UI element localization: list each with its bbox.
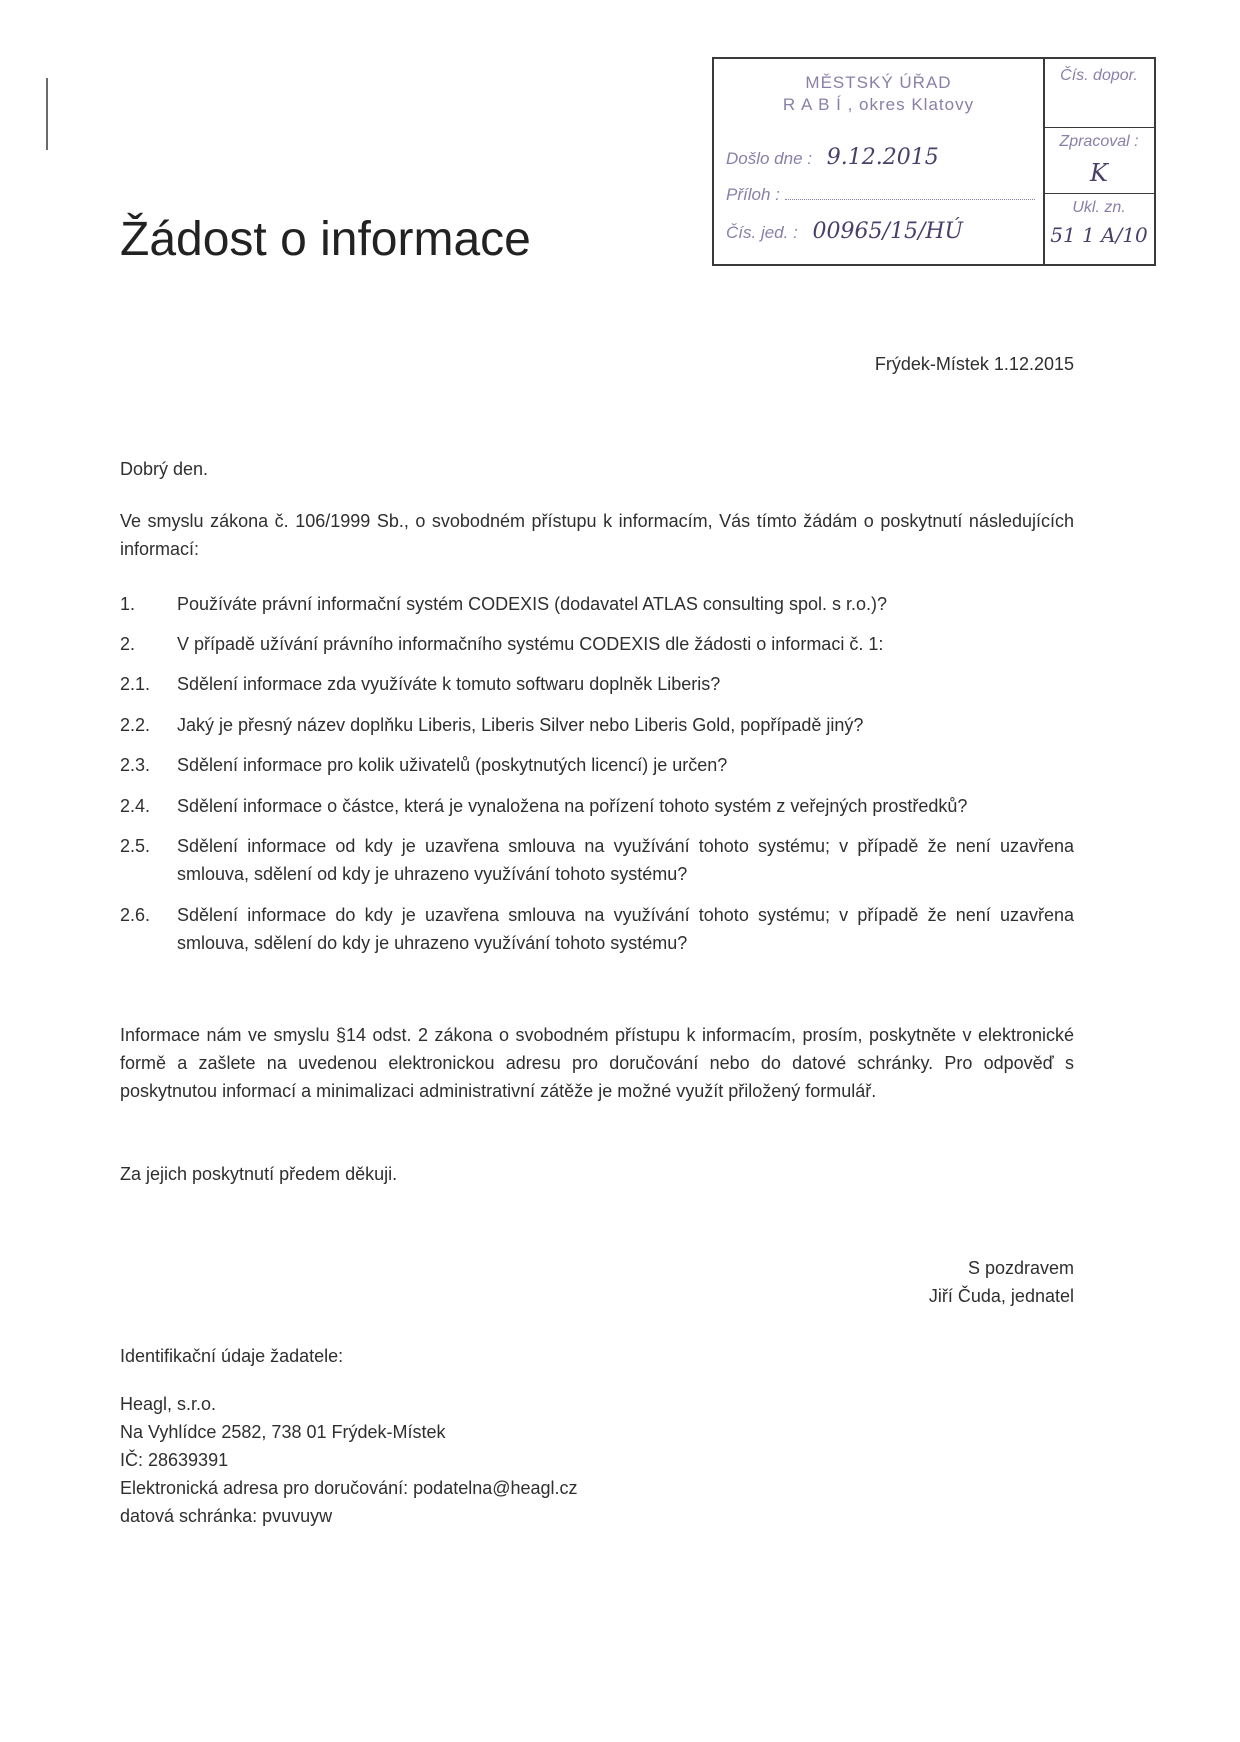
item-number: 1. <box>120 594 136 614</box>
item-number: 2.4. <box>120 796 151 816</box>
document-title: Žádost o informace <box>120 213 531 266</box>
stamp-divider <box>1044 193 1154 194</box>
stamp-main-section <box>714 59 1045 264</box>
thanks-line: Za jejich poskytnutí předem děkuji. <box>120 1164 398 1184</box>
applicant-heading: Identifikační údaje žadatele: <box>120 1346 344 1366</box>
intro-paragraph: Ve smyslu zákona č. 106/1999 Sb., o svobodném přístupu k informacím, Vás tímto žádám o poskytnutí následujících informací: <box>120 511 1074 559</box>
greeting: Dobrý den. <box>120 459 209 479</box>
applicant-ico: IČ: 28639391 <box>120 1450 229 1470</box>
list-item: Sdělení informace o částce, která je vynaložena na pořízení tohoto systém z veřejných prostředků? <box>177 796 968 816</box>
registry-stamp <box>712 57 1156 266</box>
list-item: Jaký je přesný název doplňku Liberis, Liberis Silver nebo Liberis Gold, popřípadě jiný? <box>177 715 864 735</box>
stamp-attachments-line <box>785 199 1035 200</box>
stamp-attachments-row <box>726 185 1035 205</box>
stamp-received-row <box>726 145 939 170</box>
item-number: 2.3. <box>120 755 151 775</box>
item-number: 2.5. <box>120 836 151 856</box>
stamp-ukl-value: 51 1 A/10 <box>1050 223 1148 247</box>
stamp-received-label: Došlo dne : <box>726 149 812 168</box>
stamp-ref-row <box>726 219 963 244</box>
list-item: Sdělení informace od kdy je uzavřena smlouva na využívání tohoto systému; v případě že není uzavřena smlouva, sdělení od kdy je uhrazeno využívání tohoto systému? <box>177 836 1074 884</box>
applicant-databox: datová schránka: pvuvuyw <box>120 1506 333 1526</box>
applicant-address: Na Vyhlídce 2582, 738 01 Frýdek-Místek <box>120 1422 446 1442</box>
stamp-ref-label: Čís. jed. : <box>726 223 798 242</box>
stamp-divider <box>1044 127 1154 128</box>
margin-mark <box>46 78 48 150</box>
list-item: V případě užívání právního informačního systému CODEXIS dle žádosti o informaci č. 1: <box>177 634 884 654</box>
stamp-received-value: 9.12.2015 <box>826 145 939 170</box>
stamp-office-name: MĚSTSKÝ ÚŘAD <box>805 73 952 92</box>
closing-signature: Jiří Čuda, jednatel <box>928 1286 1074 1306</box>
stamp-ref-value: 00965/15/HÚ <box>812 219 964 244</box>
closing-salutation: S pozdravem <box>967 1258 1074 1278</box>
delivery-paragraph: Informace nám ve smyslu §14 odst. 2 zákona o svobodném přístupu k informacím, prosím, poskytněte v elektronické formě a zašlete na uvedenou elektronickou adresu pro doručování nebo do datové schránky. Pro odpověď s poskytnutou informací a minimalizaci administrativní zátěže je možné využít přiložený formulář. <box>120 1025 1074 1101</box>
list-item: Sdělení informace do kdy je uzavřena smlouva na využívání tohoto systému; v případě že není uzavřena smlouva, sdělení do kdy je uhrazeno využívání tohoto systému? <box>177 905 1074 953</box>
stamp-ukl-label: Ukl. zn. <box>1072 199 1126 216</box>
list-item: Sdělení informace pro kolik uživatelů (poskytnutých licencí) je určen? <box>177 755 728 775</box>
item-number: 2.1. <box>120 674 151 694</box>
place-date: Frýdek-Místek 1.12.2015 <box>874 354 1074 374</box>
item-number: 2.2. <box>120 715 151 735</box>
stamp-cis-dopor-label: Čís. dopor. <box>1060 67 1138 84</box>
stamp-processed-label: Zpracoval : <box>1059 133 1139 150</box>
stamp-office-location: R A B Í , okres Klatovy <box>782 95 975 114</box>
list-item: Sdělení informace zda využíváte k tomuto softwaru doplněk Liberis? <box>177 674 721 694</box>
applicant-name: Heagl, s.r.o. <box>120 1394 217 1414</box>
applicant-email: Elektronická adresa pro doručování: podatelna@heagl.cz <box>120 1478 578 1498</box>
list-item: Používáte právní informační systém CODEXIS (dodavatel ATLAS consulting spol. s r.o.)? <box>177 594 887 614</box>
stamp-processed-value: K <box>1090 159 1108 187</box>
item-number: 2. <box>120 634 136 654</box>
item-number: 2.6. <box>120 905 151 925</box>
stamp-attachments-label: Příloh : <box>726 185 780 204</box>
